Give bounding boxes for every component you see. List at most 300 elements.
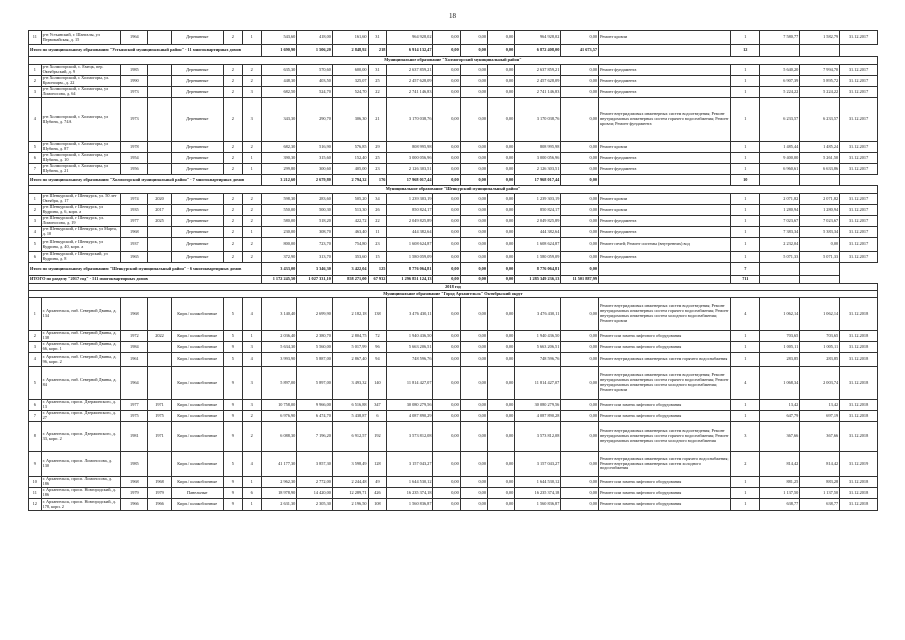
table-cell: 2 [223,238,242,252]
address-cell: г. Архангельск, просп. Новгородский, д. 186 [41,488,121,499]
table-cell: 0,00 [487,216,514,227]
table-cell: 0,00 [561,227,599,238]
table-cell: 2 [29,205,42,216]
table-cell: 31.12.2017 [840,238,878,252]
table-cell: 0,00 [460,342,487,353]
table-cell: 5 897,00 [261,367,297,400]
table-cell: 12 289,71 [332,488,368,499]
total-row [29,175,878,186]
table-cell: 3 [242,98,261,142]
table-cell: 0,00 [433,238,460,252]
table-cell: Деревянные [171,153,223,164]
table-cell: 4 087 890,29 [387,411,433,422]
table-cell [599,45,731,57]
table-cell: 0,00 [433,65,460,76]
table-cell: 2 [223,252,242,263]
table-cell: 6 [29,400,42,411]
table-cell: 2 [223,98,242,142]
table-cell: 343,30 [261,98,297,142]
table-cell: 5 895,72 [800,76,840,87]
table-cell: 1 062,14 [800,298,840,331]
table-cell [148,367,171,400]
table-cell: 0,00 [433,331,460,342]
table-cell: 31.12.2018 [840,477,878,488]
table-cell: 31.12.2017 [840,216,878,227]
table-cell: 4 [242,452,261,477]
table-cell: 0,00 [433,411,460,422]
table-row [29,342,878,353]
table-cell: 0,00 [433,252,460,263]
table-row [29,422,878,452]
table-cell: 0,00 [433,298,460,331]
table-cell: 6 088,30 [261,422,297,452]
table-cell: 0,00 [460,164,487,175]
table-cell: 6 [242,488,261,499]
table-cell: 6 516,88 [332,400,368,411]
table-cell: 1 [242,331,261,342]
section-title: 2018 год [29,284,878,291]
address-cell: г. Архангельск, просп. Ломоносова, д. 130 [41,452,121,477]
table-cell: 3 [731,422,760,452]
table-cell [800,276,840,284]
table-cell: 1973 [121,87,148,98]
table-cell: 2 [223,194,242,205]
table-cell: 1973 [121,98,148,142]
table-cell: 0,00 [800,238,840,252]
table-cell: 2 196,50 [332,499,368,511]
table-cell: 3 422,04 [332,263,368,276]
table-cell: 0,00 [487,298,514,331]
table-cell: 5 071,33 [760,252,800,263]
table-cell: 3 140,40 [261,298,297,331]
table-cell: 11 [29,488,42,499]
table-cell: 1 137,50 [760,488,800,499]
work-type-cell: Ремонт печей; Ремонт системы (внутренних) вод [599,238,731,252]
table-row [29,153,878,164]
table-cell: 0,00 [487,276,514,284]
table-cell: 2 049 825,89 [515,216,561,227]
table-cell: 638,77 [800,499,840,511]
table-cell [148,252,171,263]
table-cell: 850 824,17 [387,205,433,216]
table-cell: 3 [29,216,42,227]
table-row [29,252,878,263]
table-cell: 1972 [121,331,148,342]
table-cell: 682,50 [261,87,297,98]
table-cell: 9 966,00 [297,400,333,411]
table-cell: 3 993,90 [261,353,297,367]
table-cell: 2 794,32 [332,175,368,186]
table-cell: 1968 [148,477,171,488]
table-cell: 11 814 427,07 [515,367,561,400]
table-cell: 0,00 [460,45,487,57]
table-cell: 0,00 [487,194,514,205]
table-cell: 0,00 [460,76,487,87]
table-cell: 0,00 [487,65,514,76]
total-label: ИТОГО по разделу "2017 год" - 511 многоквартирных домов [29,276,262,284]
table-cell: 94 [368,353,387,367]
table-cell: Кирп./ шлакоблочные [171,452,223,477]
table-cell: Деревянные [171,252,223,263]
table-cell: 647,79 [760,411,800,422]
table-cell: Деревянные [171,65,223,76]
table-cell: 0,00 [433,227,460,238]
table-cell: 1 005,11 [800,342,840,353]
table-row [29,238,878,252]
table-cell: 0,00 [460,175,487,186]
table-cell: 1954 [121,153,148,164]
table-cell: Кирп./ шлакоблочные [171,331,223,342]
table-cell: 2 637 859,21 [387,65,433,76]
page-number: 18 [449,12,456,20]
table-cell: 570,60 [297,65,333,76]
table-cell [800,263,840,276]
table-cell: 1978 [121,142,148,153]
table-cell [148,65,171,76]
table-cell: 16 235 374,18 [515,488,561,499]
table-cell [148,98,171,142]
work-type-cell: Ремонт внутридомовых инженерных систем водоотведения; Ремонт внутридомовых инженерных систем горячего водоснабжения; Ремонт внутридомовых инженерных систем холодного водоснабжения; Ремонт кровли [599,367,731,400]
table-cell: 2 962,30 [261,477,297,488]
table-cell: 0,00 [433,205,460,216]
table-cell: 2 [223,205,242,216]
table-cell [148,227,171,238]
table-cell: 1 690,90 [261,45,297,57]
table-cell: 0,00 [561,153,599,164]
table-cell: 4 [731,298,760,331]
table-cell: 1 [731,142,760,153]
table-cell: Кирп./ шлакоблочные [171,298,223,331]
table-row [29,216,878,227]
work-type-cell: Ремонт кровли [599,194,731,205]
table-cell: 2 071,82 [800,194,840,205]
table-cell: 0,00 [561,194,599,205]
table-cell: 12 [29,499,42,511]
table-cell: 964 928,02 [515,31,561,45]
table-cell: 13,42 [760,400,800,411]
section-header-row [29,284,878,291]
table-cell: 0,00 [561,488,599,499]
work-type-cell: Ремонт фундамента [599,216,731,227]
table-cell: 576,85 [332,142,368,153]
table-cell: 0,00 [487,252,514,263]
table-cell: 31.12.2017 [840,252,878,263]
table-cell: Деревянные [171,238,223,252]
table-cell: 2 741 146,83 [387,87,433,98]
table-cell: 1 [731,76,760,87]
table-cell: 315,60 [297,153,333,164]
table-cell: 5 383,34 [800,227,840,238]
address-cell: р-н Шенкурский, г Шенкурск, ул Кудрина, д. 6, корп. а [41,205,121,216]
table-cell: 0,00 [460,353,487,367]
table-cell: 23 [368,238,387,252]
work-type-cell: Ремонт или замена лифтового оборудования [599,331,731,342]
work-type-cell: Ремонт фундамента [599,65,731,76]
table-cell: 0,00 [561,76,599,87]
table-cell: 814,42 [800,452,840,477]
table-cell: 0,00 [460,477,487,488]
table-cell: 881,25 [760,477,800,488]
table-cell: 5 887,00 [297,353,333,367]
table-cell: 31.12.2017 [840,98,878,142]
table-cell: 9 [223,499,242,511]
table-cell: 524,70 [332,87,368,98]
table-cell: 2 380,70 [297,331,333,342]
table-cell: 964 928,02 [387,31,433,45]
table-cell: 1937 [121,238,148,252]
total-label: Итого по муниципальному образованию "Устьянский муниципальный район" - 11 многоквартирных домов [29,45,262,57]
table-cell: 5 897,00 [297,367,333,400]
table-cell: 1 560 836,87 [387,499,433,511]
table-cell: 31.12.2017 [840,227,878,238]
table-cell: 6 914 132,47 [387,45,433,57]
table-cell: 1 [731,252,760,263]
table-cell: 2 126 303,51 [387,164,433,175]
work-type-cell: Ремонт кровли [599,31,731,45]
table-cell: 17 968 017,44 [387,175,433,186]
table-cell: 0,00 [433,153,460,164]
table-cell: 2 [242,252,261,263]
table-cell: 2 [29,76,42,87]
table-cell: 1 506,20 [297,45,333,57]
work-type-cell: Ремонт фундамента [599,164,731,175]
table-cell: 2 457 628,09 [387,76,433,87]
table-cell: 3 212,60 [261,175,297,186]
table-row [29,353,878,367]
table-cell: 444 382,64 [515,227,561,238]
table-cell: 1977 [121,400,148,411]
table-cell: 1 [731,400,760,411]
table-cell: Деревянные [171,227,223,238]
table-cell: 9 [223,400,242,411]
table-cell: 5 [223,353,242,367]
table-cell: 0,00 [433,164,460,175]
table-cell: 5 634,30 [261,342,297,353]
table-row [29,367,878,400]
table-cell: 0,00 [561,175,599,186]
address-cell: г. Архангельск, наб. Северной Двины, д. 84 [41,367,121,400]
table-cell: 2 848,92 [332,45,368,57]
table-cell: 1 [731,205,760,216]
table-cell: 1 062,14 [760,298,800,331]
table-cell: 3 157 043,27 [515,452,561,477]
address-cell: г. Архангельск, просп. Дзержинского, д. 33, корп. 2 [41,422,121,452]
table-cell: 1968 [121,227,148,238]
work-type-cell: Ремонт фундамента [599,76,731,87]
table-cell: 0,00 [460,263,487,276]
table-cell: 1 [731,238,760,252]
table-cell: 31.12.2018 [840,367,878,400]
table-cell: 513,30 [332,205,368,216]
table-cell: 1974 [121,194,148,205]
table-cell: 6 907,39 [760,76,800,87]
table-row [29,298,878,331]
table-cell: 4 087 890,28 [515,411,561,422]
table-cell: 3 573 812,08 [387,422,433,452]
table-cell [148,452,171,477]
table-cell: 23 [368,164,387,175]
table-cell: 31.12.2017 [840,31,878,45]
table-cell: 0,00 [487,488,514,499]
table-cell: 0,00 [460,400,487,411]
table-cell: 31.12.2018 [840,400,878,411]
table-cell: 1 [731,216,760,227]
table-cell: 0,00 [460,276,487,284]
table-cell: 5 640,20 [760,65,800,76]
table-cell: 2 126 303,51 [515,164,561,175]
section-title: Муниципальное образование "Город Архангельск" Октябрьский округ [29,291,878,298]
table-cell: Деревянные [171,194,223,205]
table-cell: 7 196,20 [297,422,333,452]
table-cell: 3 [242,87,261,98]
table-cell: 0,00 [487,31,514,45]
table-cell: 1964 [121,31,148,45]
table-cell: 67 932 [368,276,387,284]
table-cell [760,263,800,276]
table-cell: 2 [223,216,242,227]
table-cell: 31.12.2018 [840,422,878,452]
table-cell: 8 [29,422,42,452]
table-cell: 3 170 038,76 [515,98,561,142]
address-cell: р-н Шенкурский, г Шенкурск, ул Кудрина, д. 40, корп. а [41,238,121,252]
table-cell: 518,20 [297,216,333,227]
table-cell [760,276,800,284]
table-cell: 2025 [148,216,171,227]
table-cell: 1985 [121,452,148,477]
table-cell: 2 [29,331,42,342]
table-cell: 1 [731,227,760,238]
table-row [29,164,878,175]
table-cell: 516,90 [297,142,333,153]
table-cell: 808 995,98 [387,142,433,153]
table-cell: 748 596,76 [515,353,561,367]
table-cell: 2 [242,76,261,87]
table-cell: 2 182,18 [332,298,368,331]
table-cell: 2022 [148,331,171,342]
work-type-cell: Ремонт фундамента [599,87,731,98]
table-cell: 31.12.2018 [840,499,878,511]
table-cell: 1975 [121,411,148,422]
table-cell: 25 [368,76,387,87]
address-cell: р-н Холмогорский, с Холмогоры, ул Шубина, д. 74А [41,98,121,142]
table-cell: 800,00 [261,238,297,252]
section-header-row [29,186,878,194]
table-cell: 1971 [148,400,171,411]
table-cell: 3 476 430,11 [387,298,433,331]
table-cell: 0,00 [561,400,599,411]
table-cell: 31.12.2017 [840,142,878,153]
table-cell: 128 [368,452,387,477]
table-cell: 1 280,94 [760,205,800,216]
table-cell: Деревянные [171,31,223,45]
table-cell: 0,00 [487,142,514,153]
table-cell: 0,00 [433,216,460,227]
table-cell: 5 [29,367,42,400]
table-cell: 0,00 [561,164,599,175]
table-cell: 1 [731,98,760,142]
table-cell: 1 239 303,19 [387,194,433,205]
address-cell: г. Архангельск, просп. Дзержинского, д. 27 [41,411,121,422]
table-cell: 283,85 [800,353,840,367]
table-cell: 2 036,40 [261,331,297,342]
work-type-cell: Ремонт или замена лифтового оборудования [599,499,731,511]
table-cell: 1 [731,353,760,367]
table-cell: 18 978,90 [261,488,297,499]
table-cell: 723,70 [297,238,333,252]
table-cell: 390,30 [261,153,297,164]
table-cell: 422,72 [332,216,368,227]
table-cell [599,263,731,276]
work-type-cell: Ремонт или замена лифтового оборудования [599,342,731,353]
table-cell: 1 940 436,50 [515,331,561,342]
table-cell: 0,00 [433,367,460,400]
table-cell: 5 017,99 [332,342,368,353]
table-cell: 2 003,74 [800,367,840,400]
address-cell: г. Архангельск, просп. Ломоносова, д. 186 [41,477,121,488]
table-cell: 152,40 [332,153,368,164]
table-cell: 2 [223,76,242,87]
table-cell [148,153,171,164]
table-cell: 0,00 [433,142,460,153]
table-cell [760,45,800,57]
table-cell: 7 [29,164,42,175]
table-cell: 0,00 [561,452,599,477]
table-cell: 0,00 [433,263,460,276]
table-cell: 3 157 043,27 [387,452,433,477]
table-cell: 1 608 624,87 [387,238,433,252]
table-cell: 5 [223,298,242,331]
table-cell: 29 [368,142,387,153]
table-cell: 4 [29,227,42,238]
table-cell: 6 [368,411,387,422]
work-type-cell: Ремонт внутридомовых инженерных систем водоотведения; Ремонт внутридомовых инженерных систем горячего водоснабжения; Ремонт внутридомовых инженерных систем холодного водоснабжения; Ремонт кровли [599,298,731,331]
table-cell: 2 [242,422,261,452]
table-cell: 1979 [121,488,148,499]
table-cell [760,175,800,186]
table-cell: Кирп./ шлакоблочные [171,342,223,353]
table-cell: 108 [368,499,387,511]
table-cell: 325,07 [332,76,368,87]
table-cell: 31.12.2017 [840,205,878,216]
table-cell: 2 804,75 [332,331,368,342]
table-cell: 0,00 [433,76,460,87]
table-row [29,331,878,342]
table-cell: 6 [29,153,42,164]
table-cell: 6 872 408,00 [515,45,561,57]
table-cell: 2 867,40 [332,353,368,367]
table-cell: 814,42 [760,452,800,477]
table-cell: 31.12.2018 [840,488,878,499]
table-cell: 218 [368,45,387,57]
table-cell: 11 [29,31,42,45]
work-type-cell: Ремонт внутридомовых инженерных систем водоотведения; Ремонт внутридомовых инженерных систем горячего водоснабжения; Ремонт внутридомовых инженерных систем холодного водоснабжения [599,422,731,452]
table-cell: 0,00 [460,194,487,205]
table-cell: 0,00 [433,342,460,353]
table-cell: 230,00 [261,227,297,238]
table-cell: 524,70 [297,87,333,98]
table-cell: 0,00 [487,87,514,98]
table-cell: 697,19 [800,411,840,422]
address-cell: г. Архангельск, наб. Северной Двины, д. 134 [41,298,121,331]
table-cell: 1961 [121,353,148,367]
table-cell: 0,00 [487,331,514,342]
table-cell: 0,00 [433,488,460,499]
table-cell: 176 [368,175,387,186]
table-cell: 0,00 [460,87,487,98]
table-cell: 1 [29,194,42,205]
table-cell: 0,00 [561,331,599,342]
table-cell: 31.12.2017 [840,87,878,98]
